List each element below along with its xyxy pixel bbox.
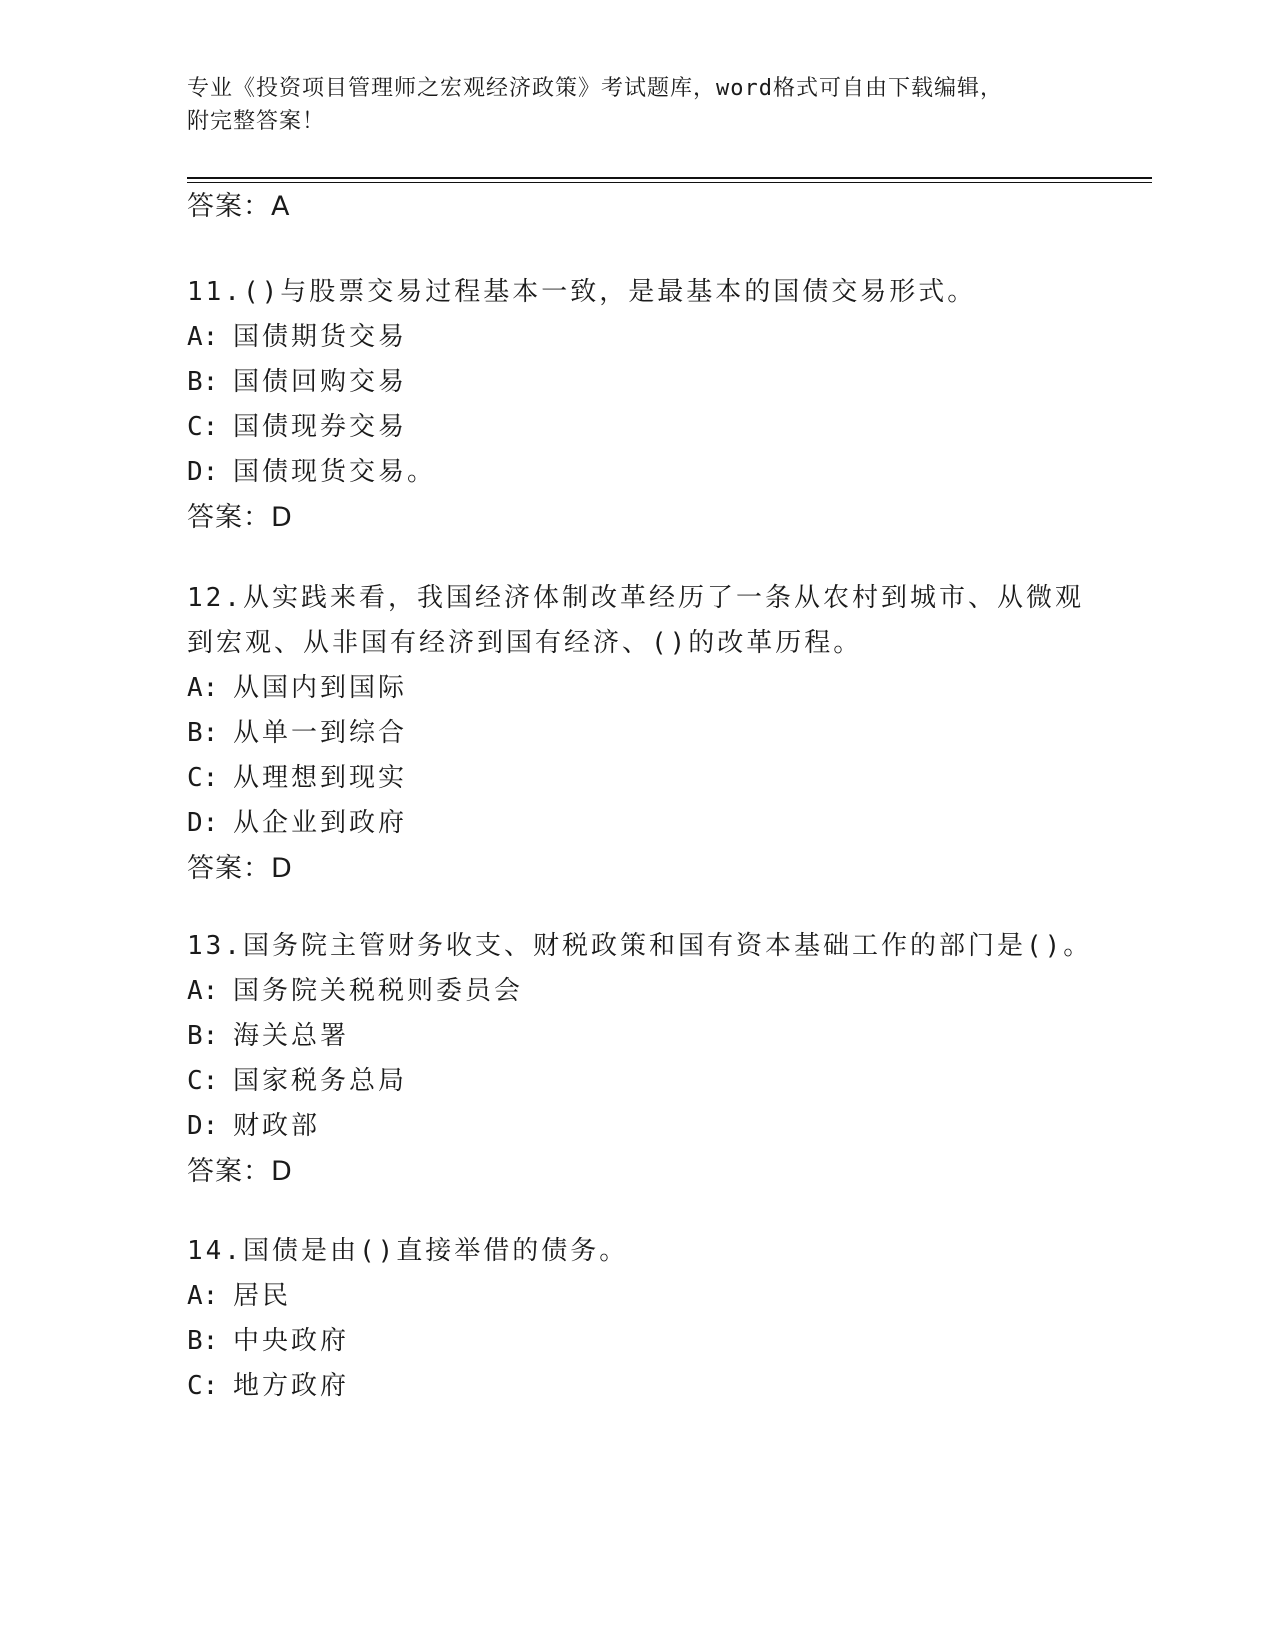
option-text: 地方政府 [233,1371,350,1401]
option-text: 国务院关税税则委员会 [233,976,524,1006]
option-b [187,1014,1152,1059]
question-14 [187,1229,1152,1409]
header-rule-thick [187,177,1152,179]
answer-block-previous [187,184,1152,229]
option-d [187,801,1152,846]
option-letter: C: [187,763,219,793]
option-a [187,666,1152,711]
option-letter: D: [187,808,219,838]
option-letter: B: [187,1326,219,1356]
option-a [187,969,1152,1014]
option-letter: C: [187,1066,219,1096]
option-a [187,315,1152,360]
option-a [187,1274,1152,1319]
option-letter: A: [187,1281,219,1311]
option-text: 国家税务总局 [233,1066,408,1096]
document-header [187,72,1087,138]
option-text: 国债现货交易。 [233,457,437,487]
question-text-line-2: 到宏观、从非国有经济到国有经济、()的改革历程。 [187,628,863,658]
option-letter: C: [187,412,219,442]
header-line-2: 附完整答案！ [187,109,326,134]
option-text: 国债现券交易 [233,412,408,442]
option-text: 从单一到综合 [233,718,408,748]
option-text: 财政部 [233,1111,321,1141]
question-text: 14.国债是由()直接举借的债务。 [187,1236,629,1266]
question-12 [187,576,1152,891]
option-letter: C: [187,1371,219,1401]
option-d [187,1104,1152,1149]
option-b [187,1319,1152,1364]
header-line-1: 专业《投资项目管理师之宏观经济政策》考试题库，word格式可自由下载编辑， [187,76,1003,101]
option-text: 从企业到政府 [233,808,408,838]
option-text: 海关总署 [233,1021,350,1051]
question-text-line-1: 12.从实践来看，我国经济体制改革经历了一条从农村到城市、从微观 [187,583,1084,613]
answer-text: 答案：D [187,502,293,533]
option-text: 中央政府 [233,1326,350,1356]
header-rule-thin [187,182,1152,183]
option-letter: D: [187,457,219,487]
option-c [187,1364,1152,1409]
option-b [187,360,1152,405]
option-text: 居民 [233,1281,292,1311]
question-11 [187,270,1152,540]
question-13 [187,924,1152,1194]
answer-text: 答案：A [187,191,291,222]
answer-text: 答案：D [187,1156,293,1187]
option-d [187,450,1152,495]
answer-text: 答案：D [187,853,293,884]
question-text: 13.国务院主管财务收支、财税政策和国有资本基础工作的部门是()。 [187,931,1093,961]
option-letter: B: [187,1021,219,1051]
option-letter: A: [187,322,219,352]
option-letter: A: [187,673,219,703]
option-text: 从国内到国际 [233,673,408,703]
option-c [187,1059,1152,1104]
question-text: 11.()与股票交易过程基本一致，是最基本的国债交易形式。 [187,277,977,307]
option-letter: B: [187,367,219,397]
option-c [187,405,1152,450]
option-letter: B: [187,718,219,748]
option-text: 从理想到现实 [233,763,408,793]
option-text: 国债期货交易 [233,322,408,352]
option-letter: D: [187,1111,219,1141]
option-letter: A: [187,976,219,1006]
option-b [187,711,1152,756]
option-text: 国债回购交易 [233,367,408,397]
option-c [187,756,1152,801]
